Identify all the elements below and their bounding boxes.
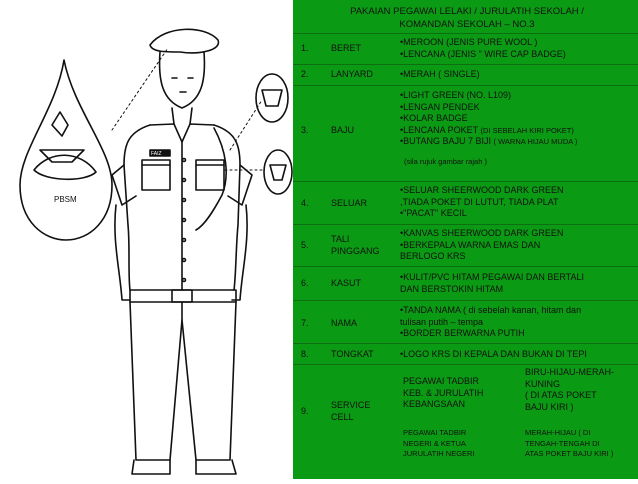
description-line: •"PACAT" KECIL — [400, 208, 467, 218]
color-line: KUNING — [525, 378, 561, 389]
row-divider — [293, 224, 638, 225]
description-line: •BERKEPALA WARNA EMAS DAN — [400, 239, 541, 250]
item-name: SELUAR — [331, 198, 368, 208]
row-number: 1. — [301, 43, 309, 53]
description-line: •KOLAR BADGE — [400, 113, 468, 123]
row-divider — [293, 181, 638, 182]
badge-logo-text: PBSM — [54, 195, 77, 204]
color-line: TENGAH-TENGAH DI — [525, 438, 600, 448]
row-divider — [293, 300, 638, 301]
service-cell-colors — [525, 428, 613, 460]
item-description — [400, 185, 635, 220]
row-number: 6. — [301, 278, 309, 288]
item-description — [400, 69, 635, 81]
description-line: ,TIADA POKET DI LUTUT, TIADA PLAT — [400, 196, 559, 207]
item-description — [400, 272, 635, 295]
item-name: BAJU — [331, 125, 355, 135]
item-name-line: CELL — [331, 411, 354, 422]
row-number: 3. — [301, 125, 309, 135]
description-line: •LENGAN PENDEK — [400, 101, 480, 112]
color-line: ATAS POKET BAJU KIRI ) — [525, 449, 614, 458]
row-divider — [293, 343, 638, 344]
uniform-illustration — [0, 0, 293, 479]
item-name: KASUT — [331, 278, 362, 288]
item-name: TONGKAT — [331, 349, 374, 359]
item-description — [400, 228, 635, 263]
description-text: •LENCANA POKET — [400, 124, 479, 135]
item-name-line: SERVICE — [331, 400, 371, 410]
row-divider — [293, 85, 638, 86]
description-line: tulisan putih – tempa — [400, 316, 484, 327]
service-cell-colors — [525, 367, 614, 413]
officer-uniform-drawing — [0, 0, 293, 479]
item-description — [400, 305, 635, 340]
description-line: •KANVAS SHEERWOOD DARK GREEN — [400, 228, 564, 238]
category-line: KEB. & JURULATIH — [403, 387, 484, 398]
description-line — [400, 136, 635, 148]
item-name-line: TALI — [331, 234, 350, 244]
row-divider — [293, 64, 638, 65]
item-name — [331, 234, 380, 257]
description-line: •BORDER BERWARNA PUTIH — [400, 328, 525, 338]
row-number: 9. — [301, 406, 309, 416]
description-line: BERLOGO KRS — [400, 251, 466, 261]
description-line: DAN BERSTOKIN HITAM — [400, 283, 504, 294]
color-line: ( DI ATAS POKET — [525, 390, 597, 400]
description-note: ( WARNA HIJAU MUDA ) — [493, 137, 578, 146]
row-divider — [293, 364, 638, 365]
description-reference-note: (sila rujuk gambar rajah ) — [404, 156, 487, 166]
category-line: KEBANGSAAN — [403, 399, 466, 409]
pocket-badge-drawing — [264, 150, 292, 194]
service-cell-category — [403, 428, 475, 460]
description-note: (DI SEBELAH KIRI POKET) — [480, 125, 574, 135]
row-number: 7. — [301, 318, 309, 328]
item-name: BERET — [331, 43, 362, 53]
description-line: •LENCANA (JENIS " WIRE CAP BADGE) — [400, 48, 566, 59]
description-line: •LOGO KRS DI KEPALA DAN BUKAN DI TEPI — [400, 349, 587, 359]
item-description — [400, 349, 635, 361]
description-line: •TANDA NAMA ( di sebelah kanan, hitam dan — [400, 305, 582, 315]
item-name — [331, 400, 370, 423]
description-line — [400, 125, 635, 137]
row-divider — [293, 33, 638, 34]
slide-title-line: KOMANDAN SEKOLAH – NO.3 — [399, 19, 535, 30]
category-line: NEGERI & KETUA — [403, 438, 466, 448]
item-name-line: PINGGANG — [331, 245, 380, 256]
name-tag-text: FAIZ — [151, 151, 162, 157]
category-line: PEGAWAI TADBIR — [403, 376, 480, 386]
row-number: 4. — [301, 198, 309, 208]
row-number: 5. — [301, 240, 309, 250]
description-line: •MEROON (JENIS PURE WOOL ) — [400, 37, 538, 47]
color-line: BAJU KIRI ) — [525, 401, 574, 412]
item-description — [400, 37, 635, 60]
color-line: MERAH-HIJAU ( DI — [525, 428, 591, 437]
description-line: •SELUAR SHEERWOOD DARK GREEN — [400, 185, 564, 195]
category-line: PEGAWAI TADBIR — [403, 428, 467, 437]
item-name: NAMA — [331, 318, 358, 328]
description-line: •MERAH ( SINGLE) — [400, 69, 480, 79]
item-name: LANYARD — [331, 69, 373, 79]
category-line: JURULATIH NEGERI — [403, 449, 475, 458]
slide-title-line: PAKAIAN PEGAWAI LELAKI / JURULATIH SEKOLAH / — [350, 6, 584, 17]
description-line: •KULIT/PVC HITAM PEGAWAI DAN BERTALI — [400, 272, 585, 282]
item-description — [400, 90, 635, 167]
service-cell-category — [403, 376, 483, 411]
row-divider — [293, 266, 638, 267]
color-line: BIRU-HIJAU-MERAH- — [525, 367, 614, 377]
description-text: •BUTANG BAJU 7 BIJI — [400, 136, 492, 146]
row-number: 2. — [301, 69, 309, 79]
collar-badge-drawing — [256, 74, 288, 122]
slide-title — [304, 5, 630, 31]
row-number: 8. — [301, 349, 309, 359]
description-line: •LIGHT GREEN (NO. L109) — [400, 90, 512, 100]
